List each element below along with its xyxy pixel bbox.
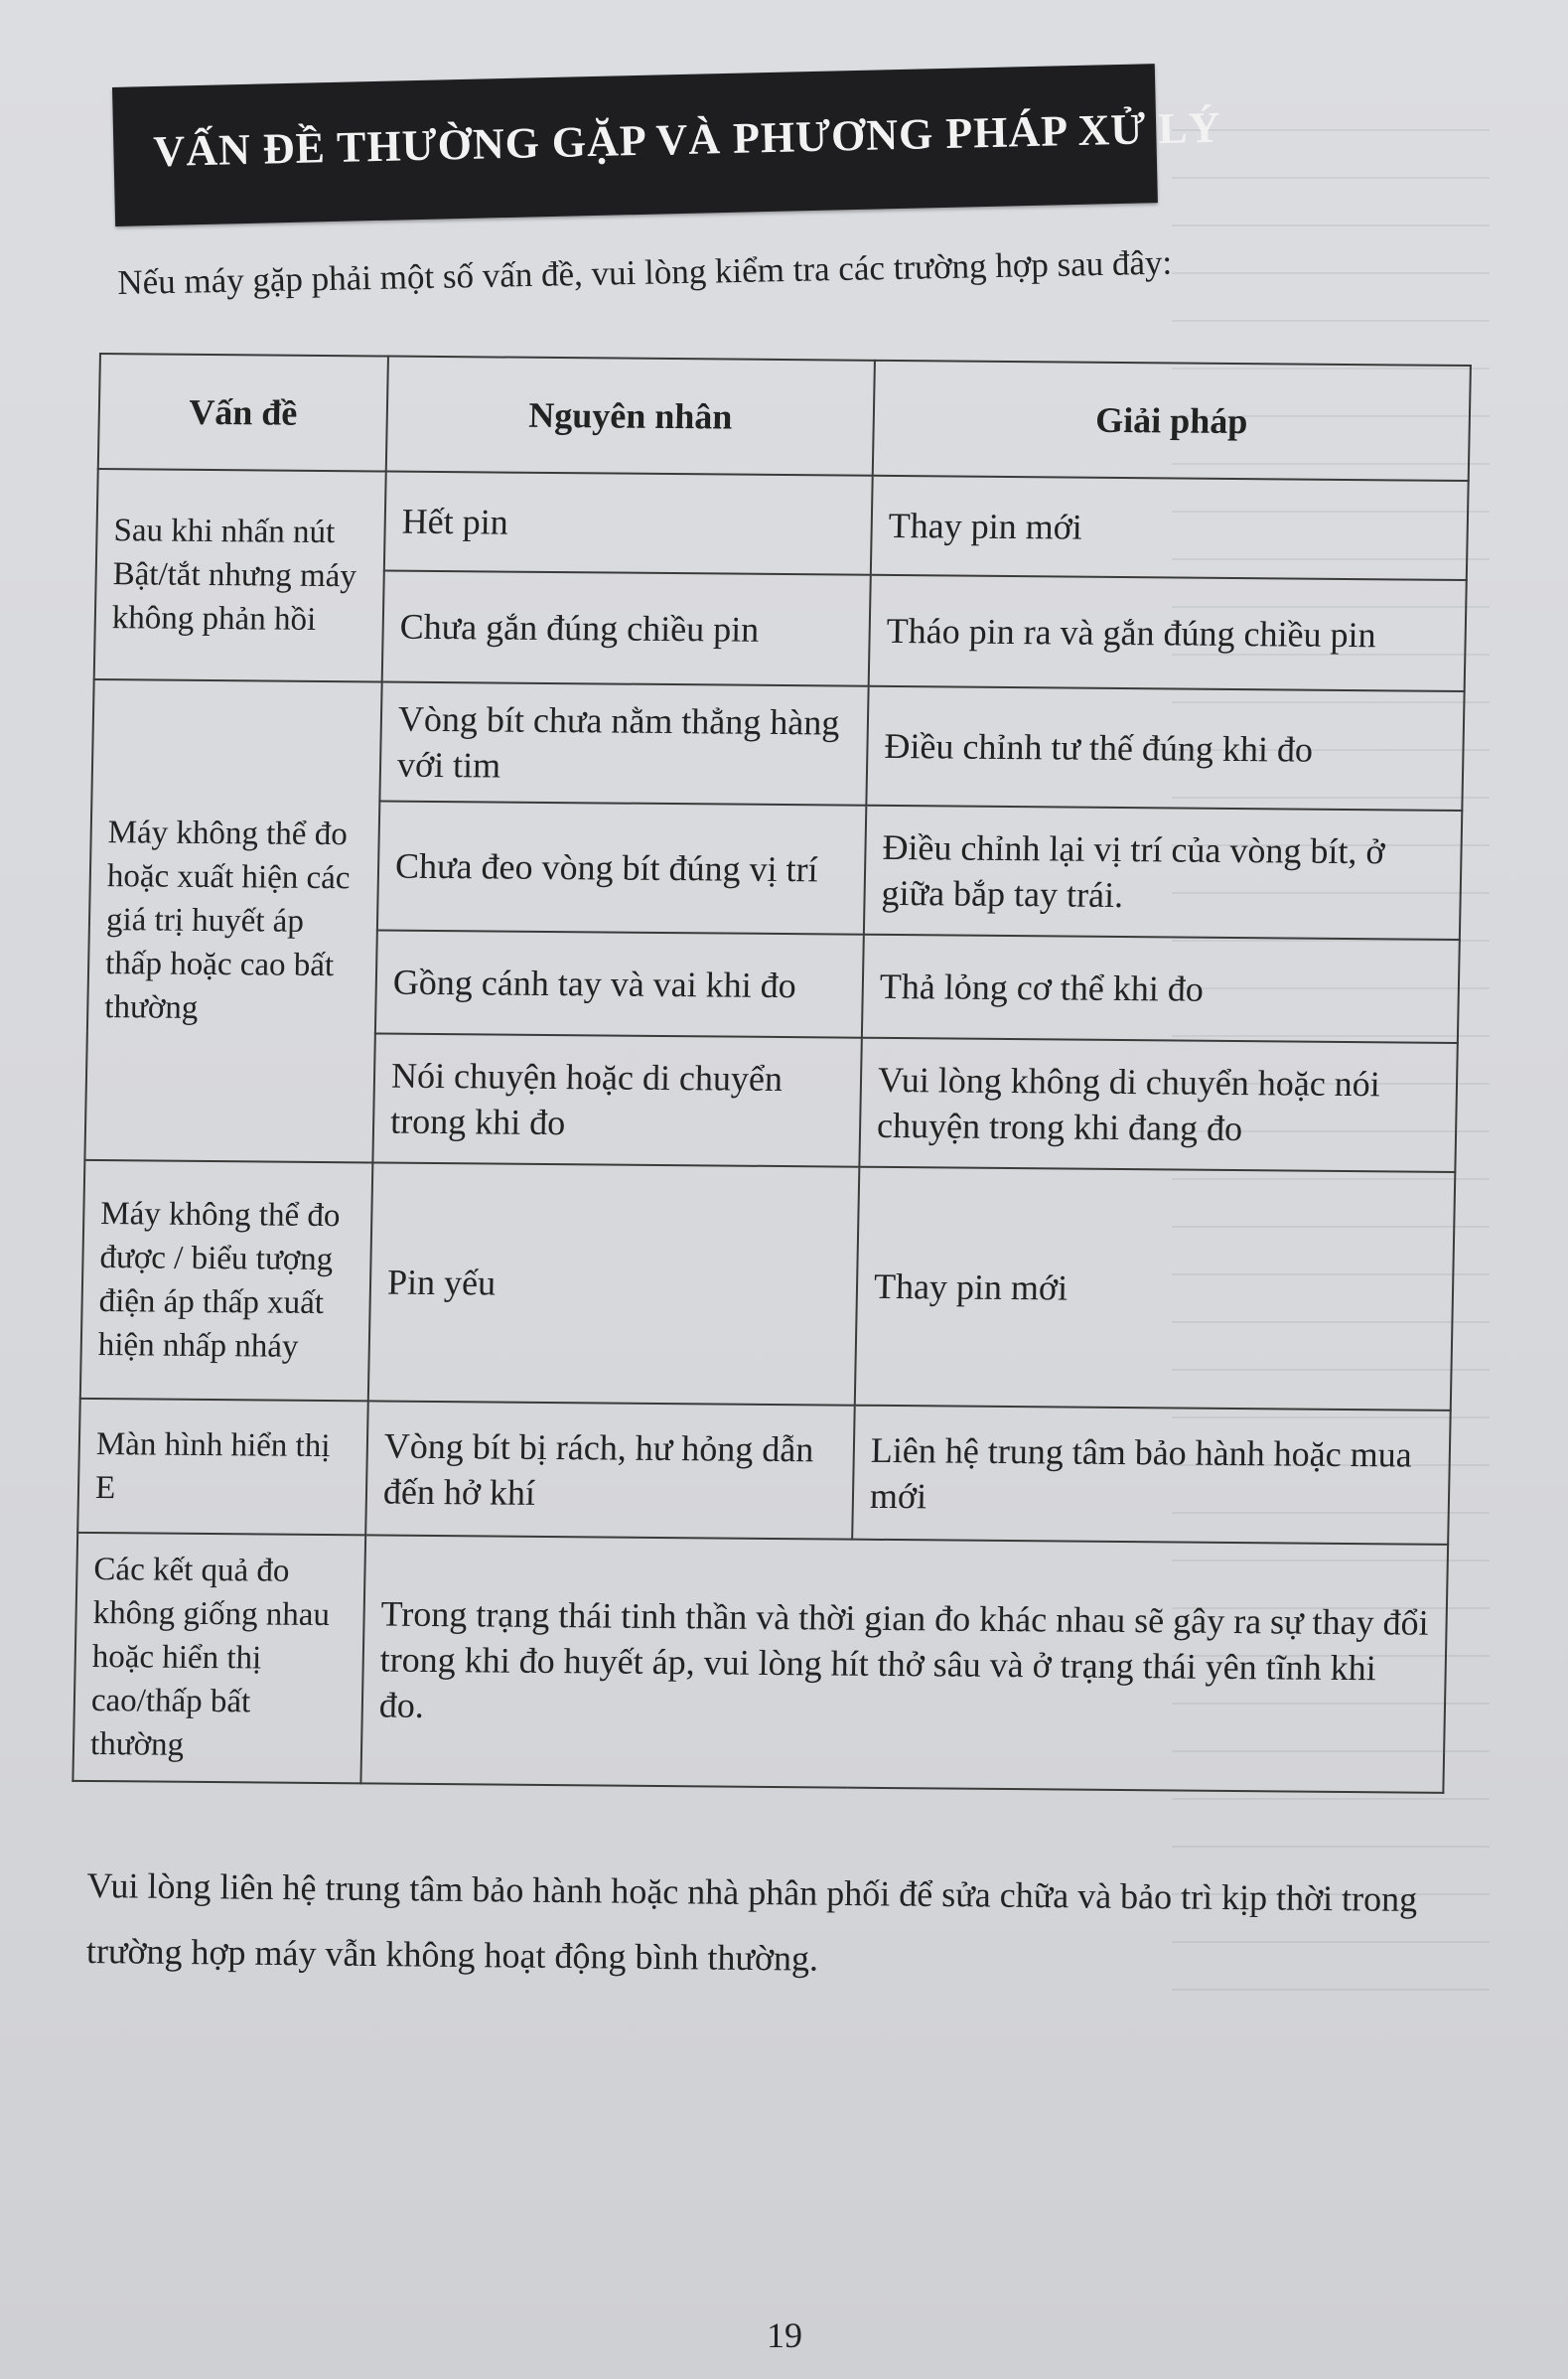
cause-cell: Hết pin <box>384 472 873 575</box>
page-number: 19 <box>767 2315 802 2355</box>
cause-cell: Vòng bít bị rách, hư hỏng dẫn đến hở khí <box>365 1401 855 1539</box>
intro-text: Nếu máy gặp phải một số vấn đề, vui lòng kiểm tra các trường hợp sau đây: <box>117 242 1173 302</box>
table-row <box>77 1399 1451 1545</box>
solution-cell: Điều chỉnh tư thế đúng khi đo <box>866 686 1464 811</box>
table-row <box>96 469 1469 580</box>
table-row <box>91 679 1464 811</box>
troubleshooting-table-wrapper <box>71 353 1470 1794</box>
solution-cell: Điều chỉnh lại vị trí của vòng bít, ở giữa bắp tay trái. <box>864 806 1462 940</box>
header-issue: Vấn đề <box>98 354 388 472</box>
troubleshooting-table <box>71 353 1472 1794</box>
issue-cell: Máy không thể đo được / biểu tượng điện áp thấp xuất hiện nhấp nháy <box>80 1160 373 1401</box>
solution-cell: Vui lòng không di chuyển hoặc nói chuyện trong khi đang đo <box>859 1038 1457 1172</box>
solution-cell: Thay pin mới <box>855 1167 1456 1411</box>
solution-cell: Thả lỏng cơ thể khi đo <box>862 935 1460 1043</box>
merged-cause-solution-cell: Trong trạng thái tinh thần và thời gian đo khác nhau sẽ gây ra sự thay đổi trong khi đo huyết áp, vui lòng hít thở sâu và ở trạng thái yên tĩnh khi đo. <box>360 1535 1448 1792</box>
table-header-row <box>98 354 1471 481</box>
table-row <box>72 1533 1448 1793</box>
issue-cell: Sau khi nhấn nút Bật/tắt nhưng máy không phản hồi <box>94 469 386 682</box>
table-row <box>80 1160 1456 1411</box>
footer-note: Vui lòng liên hệ trung tâm bảo hành hoặc nhà phân phối để sửa chữa và bảo trì kịp thời trong trường hợp máy vẫn không hoạt động bình thường. <box>85 1864 1418 1979</box>
cause-cell: Gồng cánh tay và vai khi đo <box>375 930 864 1037</box>
solution-cell: Tháo pin ra và gắn đúng chiều pin <box>869 575 1467 691</box>
header-solution: Giải pháp <box>873 361 1471 481</box>
cause-cell: Nói chuyện hoặc di chuyển trong khi đo <box>372 1033 861 1166</box>
cause-cell: Vòng bít chưa nằm thẳng hàng với tim <box>379 681 868 805</box>
heading-bar <box>112 64 1222 226</box>
solution-cell: Liên hệ trung tâm bảo hành hoặc mua mới <box>852 1406 1451 1545</box>
issue-cell: Màn hình hiển thị E <box>77 1399 368 1536</box>
page-heading: VẤN ĐỀ THƯỜNG GẶP VÀ PHƯƠNG PHÁP XỬ LÝ <box>152 102 1222 177</box>
cause-cell: Chưa gắn đúng chiều pin <box>382 571 871 686</box>
cause-cell: Chưa đeo vòng bít đúng vị trí <box>377 801 866 934</box>
issue-cell: Các kết quả đo không giống nhau hoặc hiển thị cao/thấp bất thường <box>72 1533 365 1783</box>
cause-cell: Pin yếu <box>368 1162 860 1405</box>
header-cause: Nguyên nhân <box>386 357 875 476</box>
solution-cell: Thay pin mới <box>871 476 1469 580</box>
issue-cell: Máy không thể đo hoặc xuất hiện các giá trị huyết áp thấp hoặc cao bất thường <box>84 679 381 1162</box>
